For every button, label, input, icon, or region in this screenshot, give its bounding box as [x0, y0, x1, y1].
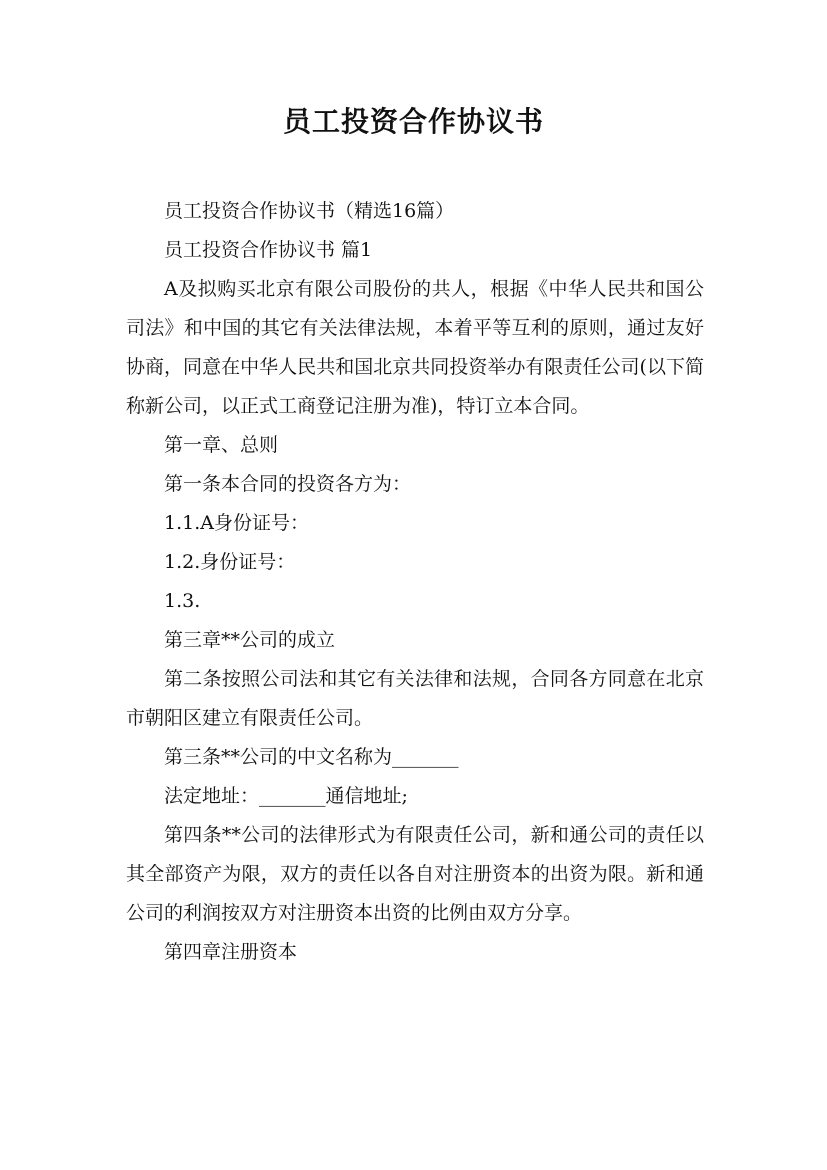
- document-body: [126, 192, 704, 972]
- paragraph-article-heading: 员工投资合作协议书 篇1: [164, 239, 373, 261]
- paragraph-preamble: A及拟购买北京有限公司股份的共人，根据《中华人民共和国公司法》和中国的其它有关法律法规，本着平等互利的原则，通过友好协商，同意在中华人民共和国北京共同投资举办有限责任公司(以下简称新公司，以正式工商登记注册为准)，特订立本合同。: [126, 278, 704, 417]
- chapter-heading: 第四章注册资本: [164, 941, 298, 963]
- clause-paragraph: 第三条**公司的中文名称为_______: [164, 746, 459, 768]
- clause-item: 1.1.A身份证号：: [164, 512, 309, 534]
- paragraph-subtitle: 员工投资合作协议书（精选16篇）: [164, 200, 455, 222]
- clause-paragraph: 第四条**公司的法律形式为有限责任公司，新和通公司的责任以其全部资产为限，双方的责任以各自对注册资本的出资为限。新和通公司的利润按双方对注册资本出资的比例由双方分享。: [126, 824, 704, 924]
- clause-paragraph: 第一条本合同的投资各方为：: [164, 473, 412, 495]
- chapter-heading: 第一章、总则: [164, 434, 279, 456]
- chapter-heading: 第三章**公司的成立: [164, 629, 336, 651]
- document-title: 员工投资合作协议书: [282, 105, 544, 138]
- address-line: 法定地址：_______通信地址;: [164, 785, 408, 807]
- clause-item: 1.2.身份证号：: [164, 551, 296, 573]
- clause-paragraph: 第二条按照公司法和其它有关法律和法规，合同各方同意在北京市朝阳区建立有限责任公司。: [126, 668, 704, 729]
- clause-item: 1.3.: [164, 590, 201, 612]
